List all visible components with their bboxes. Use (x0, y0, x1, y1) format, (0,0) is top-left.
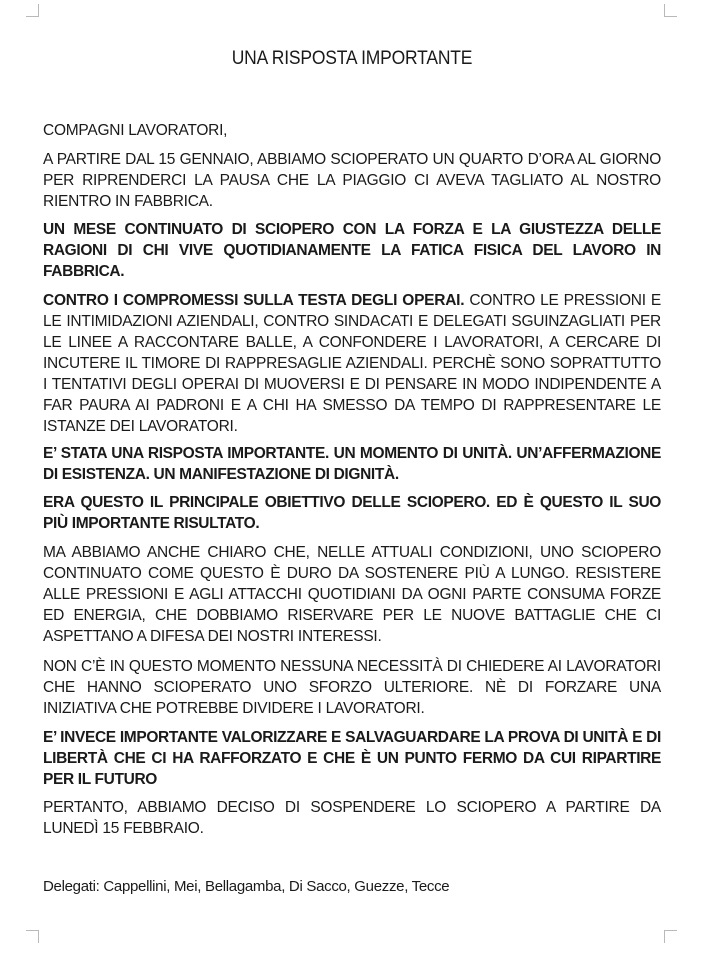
paragraph-month-strike: UN MESE CONTINUATO DI SCIOPERO CON LA FORZA E LA GIUSTEZZA DELLE RAGIONI DI CHI VIVE QUOTIDIANAMENTE LA FATICA FISICA DEL LAVORO IN FABBRICA. (43, 221, 661, 280)
paragraph-bold-lead: CONTRO I COMPROMESSI SULLA TESTA DEGLI OPERAI. (43, 292, 465, 309)
greeting: COMPAGNI LAVORATORI, (43, 122, 228, 139)
paragraph-important-response: E’ STATA UNA RISPOSTA IMPORTANTE. UN MOMENTO DI UNITÀ. UN’AFFERMAZIONE DI ESISTENZA. UN MANIFESTAZIONE DI DIGNITÀ. (43, 445, 661, 483)
paragraph-value-unity: E’ INVECE IMPORTANTE VALORIZZARE E SALVAGUARDARE LA PROVA DI UNITÀ E DI LIBERTÀ CHE CI HA RAFFORZATO E CHE È UN PUNTO FERMO DA CUI RIPARTIRE PER IL FUTURO (43, 729, 661, 788)
crop-mark-top-right (664, 4, 677, 17)
paragraph-main-objective: ERA QUESTO IL PRINCIPALE OBIETTIVO DELLE SCIOPERO. ED È QUESTO IL SUO PIÙ IMPORTANTE RISULTATO. (43, 494, 661, 532)
signature-delegates: Delegati: Cappellini, Mei, Bellagamba, Di Sacco, Guezze, Tecce (43, 878, 450, 895)
paragraph-body: CONTRO LE PRESSIONI E LE INTIMIDAZIONI AZIENDALI, CONTRO SINDACATI E DELEGATI SGUINZAGLIATI PER LE LINEE A RACCONTARE BALLE, A CONFONDERE I LAVORATORI, A CERCARE DI INCUTERE IL TIMORE DI RAPPRESAGLIE AZIENDALI. PERCHÈ SONO SOPRATTUTTO I TENTATIVI DEGLI OPERAI DI MUOVERSI E DI PENSARE IN MODO INDIPENDENTE A FAR PAURA AI PADRONI E A CHI HA SMESSO DA TEMPO DI RAPPRESENTARE LE ISTANZE DEI LAVORATORI. (43, 292, 661, 435)
paragraph-suspend-strike: PERTANTO, ABBIAMO DECISO DI SOSPENDERE LO SCIOPERO A PARTIRE DA LUNEDÌ 15 FEBBRAIO. (43, 799, 661, 837)
crop-mark-top-left (26, 4, 39, 17)
crop-mark-bottom-left (26, 930, 39, 943)
document-title: UNA RISPOSTA IMPORTANTE (231, 48, 473, 69)
paragraph-current-conditions: MA ABBIAMO ANCHE CHIARO CHE, NELLE ATTUALI CONDIZIONI, UNO SCIOPERO CONTINUATO COME QUESTO È DURO DA SOSTENERE PIÙ A LUNGO. RESISTERE ALLE PRESSIONI E AGLI ATTACCHI QUOTIDIANI DA OGNI PARTE CONSUMA FORZE ED ENERGIA, CHE DOBBIAMO RISERVARE PER LE NUOVE BATTAGLIE CHE CI ASPETTANO A DIFESA DEI NOSTRI INTERESSI. (43, 544, 661, 645)
paragraph-strike-start: A PARTIRE DAL 15 GENNAIO, ABBIAMO SCIOPERATO UN QUARTO D’ORA AL GIORNO PER RIPRENDERCI LA PAUSA CHE LA PIAGGIO CI AVEVA TAGLIATO AL NOSTRO RIENTRO IN FABBRICA. (43, 151, 661, 210)
paragraph-no-further-effort: NON C’È IN QUESTO MOMENTO NESSUNA NECESSITÀ DI CHIEDERE AI LAVORATORI CHE HANNO SCIOPERATO UNO SFORZO ULTERIORE. NÈ DI FORZARE UNA INIZIATIVA CHE POTREBBE DIVIDERE I LAVORATORI. (43, 658, 661, 717)
crop-mark-bottom-right (664, 930, 677, 943)
paragraph-against-compromises (43, 290, 661, 437)
